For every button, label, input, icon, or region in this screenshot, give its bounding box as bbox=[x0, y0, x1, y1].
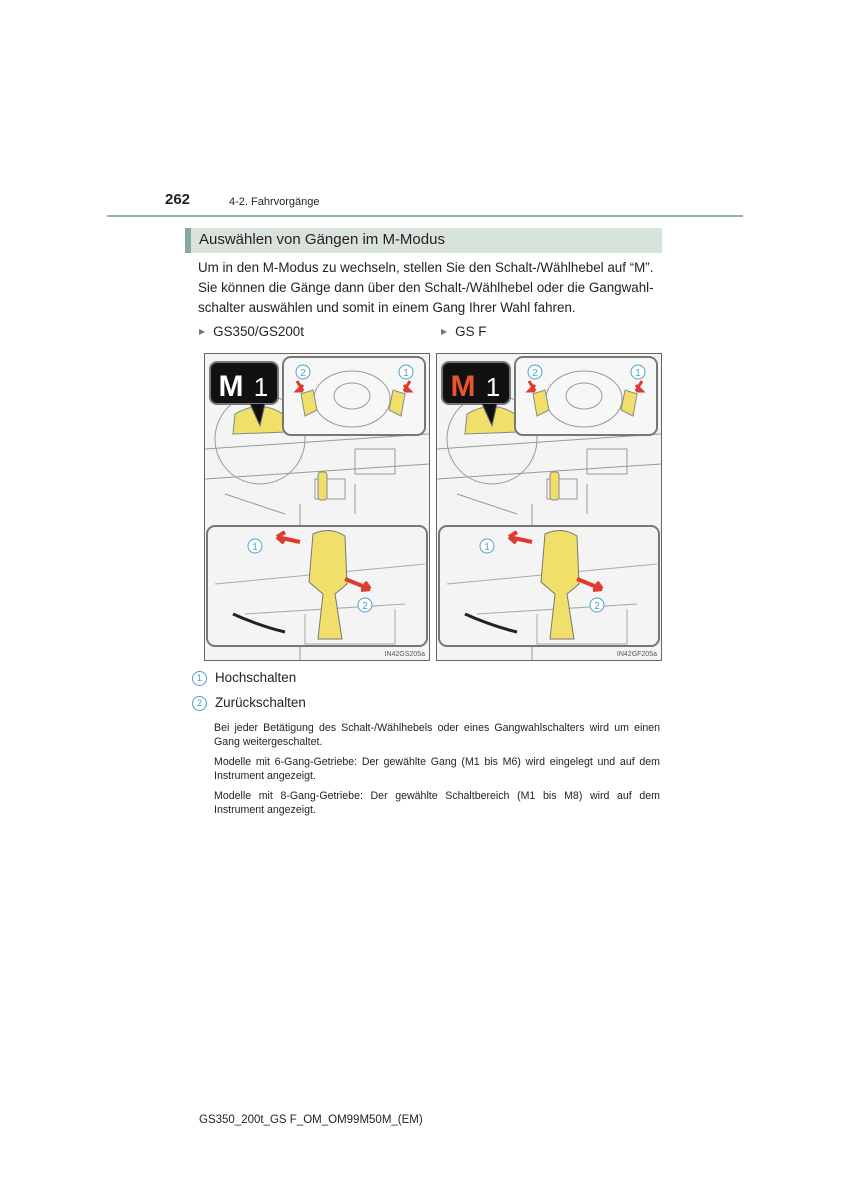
svg-text:1: 1 bbox=[484, 542, 490, 553]
paddle-inset bbox=[283, 357, 425, 435]
svg-text:1: 1 bbox=[635, 368, 641, 379]
figure-gsf bbox=[436, 353, 662, 661]
svg-text:2: 2 bbox=[594, 601, 600, 612]
triangle-bullet-icon: ▶ bbox=[441, 327, 448, 336]
figure-id: IN42GS205a bbox=[384, 651, 425, 658]
footer-code: GS350_200t_GS F_OM_OM99M50M_(EM) bbox=[199, 1114, 423, 1126]
section-heading bbox=[185, 228, 662, 253]
paddle-inset bbox=[515, 357, 657, 435]
header-rule bbox=[107, 215, 743, 217]
svg-text:2: 2 bbox=[300, 368, 306, 379]
svg-text:M: M bbox=[218, 370, 244, 403]
svg-text:2: 2 bbox=[532, 368, 538, 379]
page-number: 262 bbox=[165, 191, 191, 208]
chapter-title: 4-2. Fahrvorgänge bbox=[229, 196, 320, 208]
variant-label-2: ▶ GS F bbox=[441, 324, 487, 339]
svg-text:1: 1 bbox=[403, 368, 409, 379]
svg-text:2: 2 bbox=[362, 601, 368, 612]
circled-number-icon: 1 bbox=[192, 671, 207, 686]
legend-item: 2 Zurückschalten bbox=[192, 695, 306, 711]
triangle-bullet-icon: ▶ bbox=[199, 327, 206, 336]
intro-paragraph: Um in den M-Modus zu wechseln, stellen Sie den Schalt-/Wählhebel auf “M”. Sie können die Gänge dann über den Schalt-/Wählhebel oder die Gangwahlschalter auswählen und somit in einem Gang Ihrer Wahl fahren. bbox=[198, 260, 654, 315]
note: Bei jeder Betätigung des Schalt-/Wählhebels oder eines Gangwahlschalters wird um einen Gang weitergeschaltet. bbox=[214, 722, 660, 748]
note: Modelle mit 6-Gang-Getriebe: Der gewählte Gang (M1 bis M6) wird eingelegt und auf dem Instrument angezeigt. bbox=[214, 756, 660, 782]
variant-label-1: ▶ GS350/GS200t bbox=[199, 324, 304, 339]
svg-text:1: 1 bbox=[253, 372, 269, 402]
note: Modelle mit 8-Gang-Getriebe: Der gewählte Schaltbereich (M1 bis M8) wird auf dem Instrument angezeigt. bbox=[214, 790, 660, 816]
svg-text:M: M bbox=[450, 370, 476, 403]
svg-text:1: 1 bbox=[252, 542, 258, 553]
svg-text:1: 1 bbox=[485, 372, 501, 402]
circled-number-icon: 2 bbox=[192, 696, 207, 711]
section-title: Auswählen von Gängen im M-Modus bbox=[199, 231, 445, 248]
figure-id: IN42GF205a bbox=[616, 651, 657, 658]
legend-item: 1 Hochschalten bbox=[192, 670, 296, 686]
shifter-inset bbox=[207, 526, 427, 646]
figure-gs350 bbox=[204, 353, 430, 661]
shifter-inset bbox=[439, 526, 659, 646]
